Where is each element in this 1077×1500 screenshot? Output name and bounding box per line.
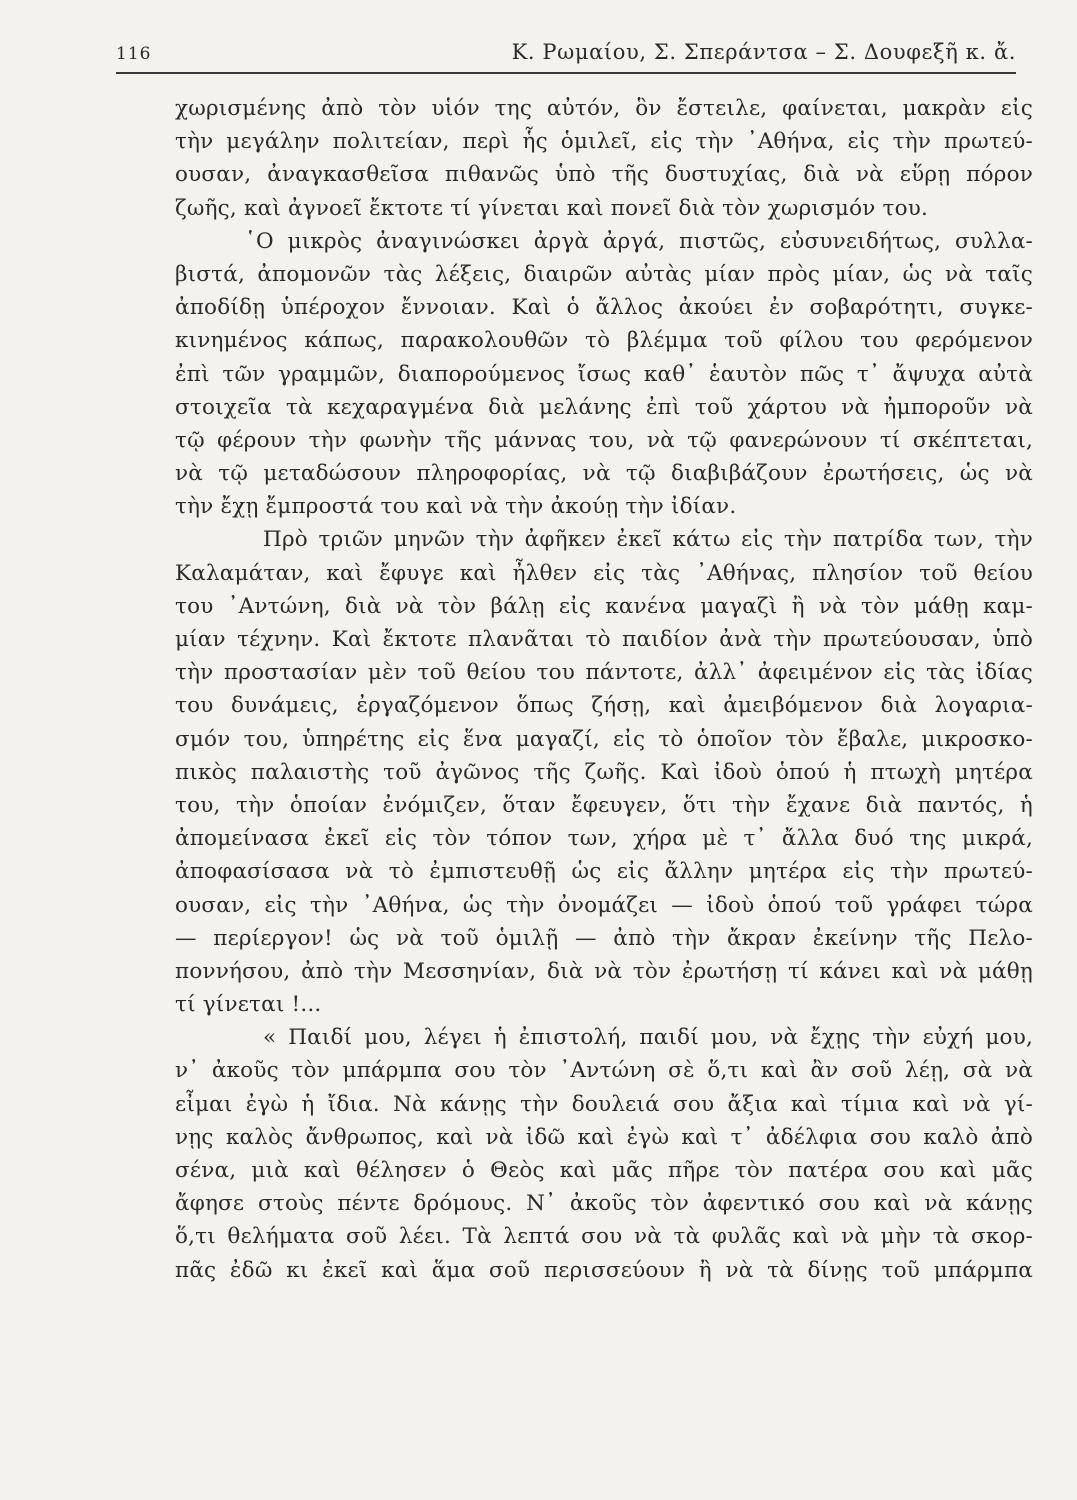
text-line: εἶμαι ἐγὼ ἡ ἴδια. Νὰ κάνῃς τὴν δουλειά σου ἄξια καὶ τίμια καὶ νὰ γί-	[175, 1091, 1033, 1117]
text-line: σμόν του, ὑπηρέτης εἰς ἕνα μαγαζί, εἰς τὸ ὁποῖον τὸν ἔβαλε, μικροσκο-	[175, 726, 1033, 752]
text-line: ν᾿ ἀκοῦς τὸν μπάρμπα σου τὸν ᾿Αντώνη σὲ ὅ,τι καὶ ἂν σοῦ λέῃ, σὰ νὰ	[175, 1058, 1033, 1084]
running-head: Κ. Ρωμαίου, Σ. Σπεράντσα – Σ. Δουφεξῆ κ. ἄ.	[511, 40, 1016, 64]
text-line: μίαν τέχνην. Καὶ ἔκτοτε πλανᾶται τὸ παιδίον ἀνὰ τὴν πρωτεύουσαν, ὑπὸ	[175, 627, 1033, 652]
text-line: του, τὴν ὁποίαν ἐνόμιζεν, ὅταν ἔφευγεν, ὅτι τὴν ἔχανε διὰ παντός, ἡ	[175, 792, 1033, 818]
text-line: ἀποδίδῃ ὑπέροχον ἔννοιαν. Καὶ ὁ ἄλλος ἀκούει ἐν σοβαρότητι, συγκε-	[175, 295, 1033, 321]
text-line: χωρισμένης ἀπὸ τὸν υἱόν της αὐτόν, ὃν ἔστειλε, φαίνεται, μακρὰν εἰς	[175, 96, 1033, 121]
text-line: τῷ φέρουν τὴν φωνὴν τῆς μάννας του, νὰ τῷ φανερώνουν τί σκέπτεται,	[175, 427, 1033, 453]
text-line: βιστά, ἀπομονῶν τὰς λέξεις, διαιρῶν αὐτὰς μίαν πρὸς μίαν, ὡς νὰ ταῖς	[175, 261, 1033, 287]
body-text	[175, 92, 1033, 1287]
text-line: Πρὸ τριῶν μηνῶν τὴν ἀφῆκεν ἐκεῖ κάτω εἰς τὴν πατρίδα των, τὴν	[263, 527, 1033, 553]
text-line: ἐπὶ τῶν γραμμῶν, διαπορούμενος ἴσως καθ᾿ ἑαυτὸν πῶς τ᾿ ἄψυχα αὐτὰ	[175, 361, 1033, 387]
text-line: ποννήσου, ἀπὸ τὴν Μεσσηνίαν, διὰ νὰ τὸν ἐρωτήσῃ τί κάνει καὶ νὰ μάθῃ	[175, 958, 1033, 984]
text-line: του δυνάμεις, ἐργαζόμενον ὅπως ζήσῃ, καὶ ἀμειβόμενον διὰ λογαρια-	[175, 693, 1033, 719]
text-line: πᾶς ἐδῶ κι ἐκεῖ καὶ ἅμα σοῦ περισσεύουν ἢ νὰ τὰ δίνῃς τοῦ μπάρμπα	[175, 1257, 1033, 1283]
text-line: ζωῆς, καὶ ἀγνοεῖ ἔκτοτε τί γίνεται καὶ πονεῖ διὰ τὸν χωρισμόν του.	[175, 195, 929, 221]
page-number: 116	[116, 44, 152, 64]
text-line: τὴν προστασίαν μὲν τοῦ θείου του πάντοτε, ἀλλ᾿ ἀφειμένον εἰς τὰς ἰδίας	[175, 660, 1033, 686]
text-line: τὴν μεγάλην πολιτείαν, περὶ ἧς ὁμιλεῖ, εἰς τὴν ᾿Αθήνα, εἰς τὴν πρωτεύ-	[175, 129, 1033, 155]
text-line: πικὸς παλαιστὴς τοῦ ἀγῶνος τῆς ζωῆς. Καὶ ἰδοὺ ὁπού ἡ πτωχὴ μητέρα	[175, 759, 1033, 785]
text-line: σένα, μιὰ καὶ θέλησεν ὁ Θεὸς καὶ μᾶς πῆρε τὸν πατέρα σου καὶ μᾶς	[175, 1158, 1033, 1183]
text-line: ῾Ο μικρὸς ἀναγινώσκει ἀργὰ ἀργά, πιστῶς, εὐσυνειδήτως, συλλα-	[245, 228, 1033, 254]
text-line: ἀποφασίσασα νὰ τὸ ἐμπιστευθῇ ὡς εἰς ἄλλην μητέρα εἰς τὴν πρωτεύ-	[175, 859, 1033, 885]
text-line: τί γίνεται !...	[175, 992, 322, 1018]
text-line: ουσαν, ἀναγκασθεῖσα πιθανῶς ὑπὸ τῆς δυστυχίας, διὰ νὰ εὕρῃ πόρον	[175, 162, 1033, 188]
text-line: Καλαμάταν, καὶ ἔφυγε καὶ ἦλθεν εἰς τὰς ᾿Αθήνας, πλησίον τοῦ θείου	[175, 560, 1033, 586]
text-line: ουσαν, εἰς τὴν ᾿Αθήνα, ὡς τὴν ὀνομάζει — ἰδοὺ ὁπού τοῦ γράφει τώρα	[175, 892, 1033, 918]
text-line: κινημένος κάπως, παρακολουθῶν τὸ βλέμμα τοῦ φίλου του φερόμενον	[175, 328, 1033, 354]
text-line: ἄφησε στοὺς πέντε δρόμους. Ν᾿ ἀκοῦς τὸν ἀφεντικό σου καὶ νὰ κάνῃς	[175, 1191, 1033, 1217]
text-line: — περίεργον! ὡς νὰ τοῦ ὁμιλῇ — ἀπὸ τὴν ἄκραν ἐκείνην τῆς Πελο-	[175, 925, 1033, 951]
text-line: νὰ τῷ μεταδώσουν πληροφορίας, νὰ τῷ διαβιβάζουν ἐρωτήσεις, ὡς νὰ	[175, 461, 1033, 487]
text-line: νῃς καλὸς ἄνθρωπος, καὶ νὰ ἰδῶ καὶ ἐγὼ καὶ τ᾿ ἀδέλφια σου καλὸ ἀπὸ	[175, 1124, 1033, 1150]
page-header	[116, 40, 1016, 74]
text-line: τὴν ἔχῃ ἔμπροστά του καὶ νὰ τὴν ἀκούῃ τὴν ἰδίαν.	[175, 494, 737, 520]
header-rule	[116, 72, 1016, 74]
text-line: « Παιδί μου, λέγει ἡ ἐπιστολή, παιδί μου, νὰ ἔχῃς τὴν εὐχή μου,	[263, 1025, 1033, 1051]
text-line: στοιχεῖα τὰ κεχαραγμένα διὰ μελάνης ἐπὶ τοῦ χάρτου νὰ ἠμποροῦν νὰ	[175, 394, 1033, 420]
text-line: ἀπομείνασα ἐκεῖ εἰς τὸν τόπον των, χήρα μὲ τ᾿ ἄλλα δυό της μικρά,	[175, 826, 1033, 852]
text-line: ὅ,τι θελήματα σοῦ λέει. Τὰ λεπτά σου νὰ τὰ φυλᾶς καὶ νὰ μὴν τὰ σκορ-	[175, 1224, 1033, 1250]
text-line: του ᾿Αντώνη, διὰ νὰ τὸν βάλῃ εἰς κανένα μαγαζὶ ἢ νὰ τὸν μάθῃ καμ-	[175, 593, 1033, 619]
